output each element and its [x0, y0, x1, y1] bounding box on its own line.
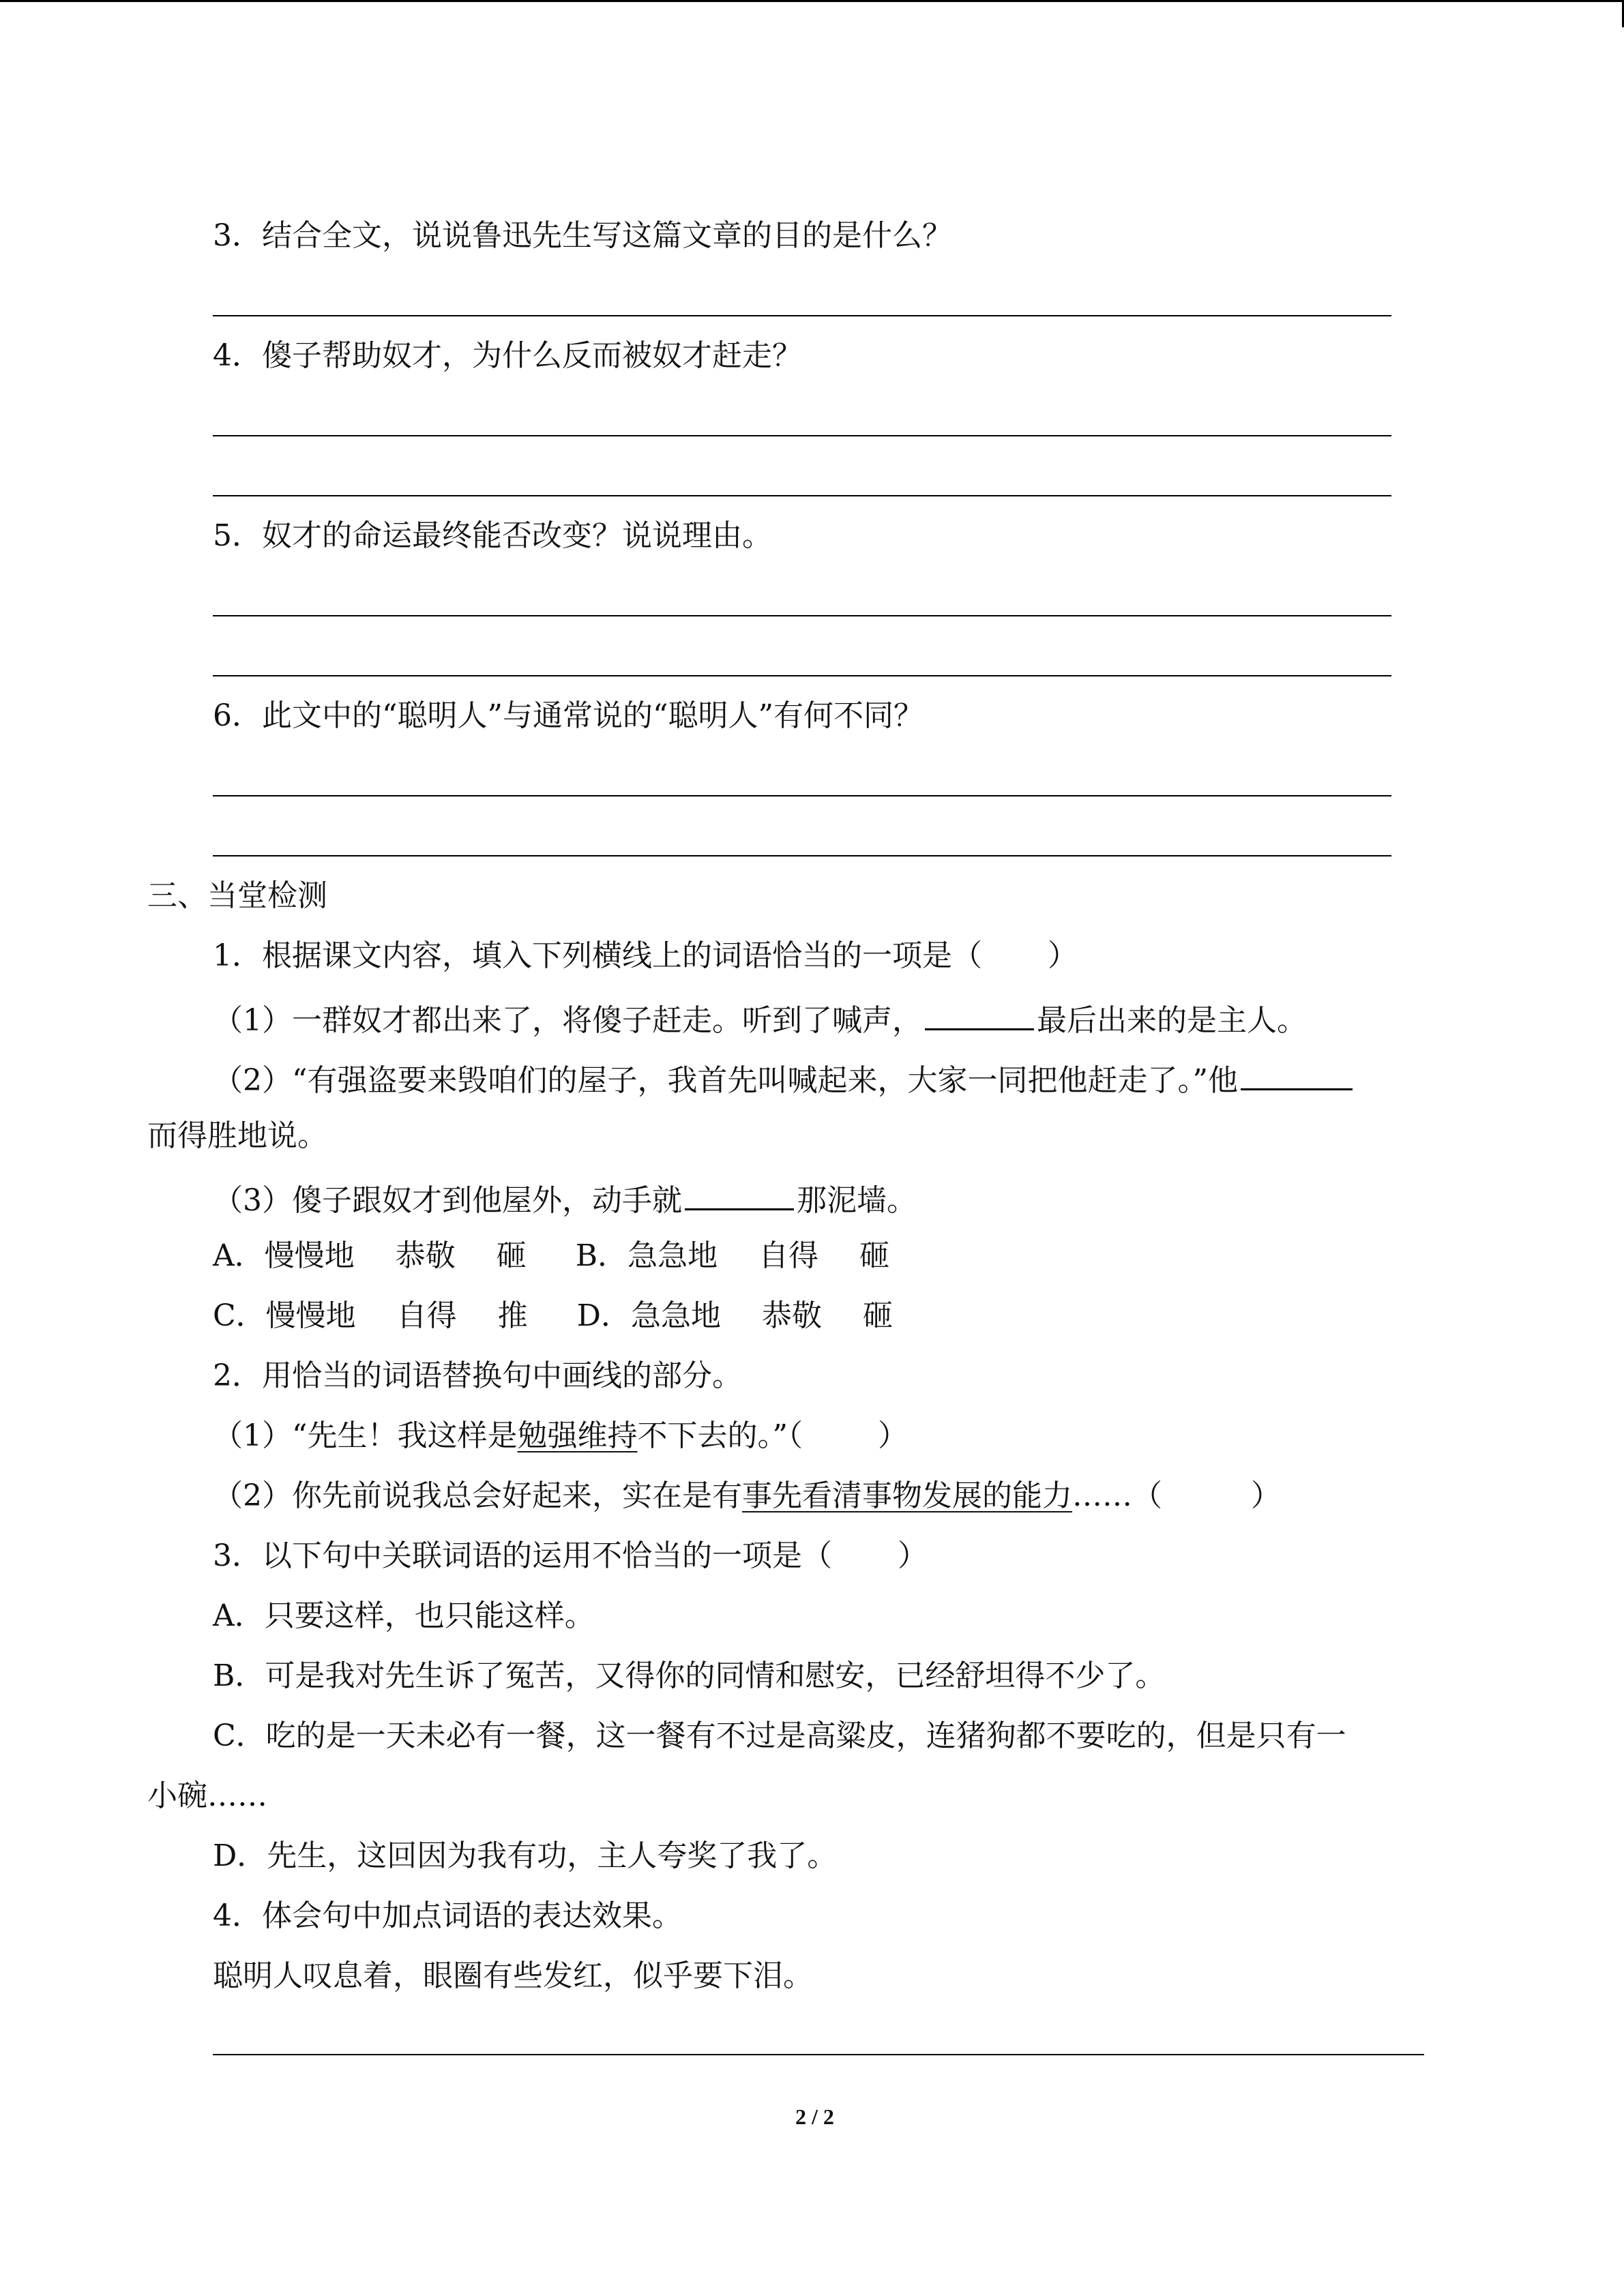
underlined-phrase: 勉强维持 — [517, 1418, 638, 1453]
answer-line[interactable] — [213, 495, 1391, 496]
option-d[interactable]: D．急急地 恭敬 砸 — [576, 1298, 893, 1333]
q1-sentence-2-cont: 而得胜地说。 — [147, 1118, 327, 1153]
answer-line[interactable] — [213, 795, 1391, 796]
q3-option-c-cont: 小碗…… — [147, 1778, 267, 1813]
top-border — [0, 0, 1624, 2]
fill-blank-3[interactable] — [685, 1181, 794, 1210]
fill-blank-2[interactable] — [1241, 1061, 1353, 1090]
q4-sentence: 聪明人叹息着，眼圈有些发红，似乎要下泪。 — [213, 1958, 813, 1993]
q3-stem: 3．以下句中关联词语的运用不恰当的一项是（ ） — [213, 1538, 928, 1573]
q3-option-b[interactable]: B．可是我对先生诉了冤苦，又得你的同情和慰安，已经舒坦得不少了。 — [213, 1658, 1166, 1693]
q1-stem: 1．根据课文内容，填入下列横线上的词语恰当的一项是（ ） — [213, 938, 1078, 973]
answer-line[interactable] — [213, 615, 1391, 616]
q1-options-ab — [213, 1238, 890, 1273]
page-number: 2 / 2 — [795, 2104, 834, 2129]
q2-sentence-2: （2）你先前说我总会好起来，实在是有事先看清事物发展的能力……（ ） — [213, 1478, 1281, 1513]
section-heading: 三、当堂检测 — [147, 878, 327, 913]
answer-line[interactable] — [213, 315, 1391, 316]
option-b[interactable]: B．急急地 自得 砸 — [575, 1238, 890, 1273]
q2-sentence-1: （1）“先生！我这样是勉强维持不下去的。”（ ） — [213, 1418, 908, 1453]
fill-blank-1[interactable] — [925, 1001, 1034, 1030]
answer-line[interactable] — [213, 855, 1391, 856]
q2-stem: 2．用恰当的词语替换句中画线的部分。 — [213, 1358, 742, 1393]
option-a[interactable]: A．慢慢地 恭敬 砸 — [213, 1238, 527, 1273]
q3-option-a[interactable]: A．只要这样，也只能这样。 — [213, 1598, 595, 1633]
q1-sentence-3: （3）傻子跟奴才到他屋外，动手就 那泥墙。 — [213, 1181, 917, 1216]
q1-sentence-1: （1）一群奴才都出来了，将傻子赶走。听到了喊声， 最后出来的是主人。 — [213, 1001, 1307, 1036]
q1-options-cd — [213, 1298, 893, 1333]
question-6: 6．此文中的“聪明人”与通常说的“聪明人”有何不同？ — [213, 698, 924, 733]
q3-option-c[interactable]: C．吃的是一天未必有一餐，这一餐有不过是高粱皮，连猪狗都不要吃的，但是只有一 — [213, 1718, 1346, 1753]
question-3: 3．结合全文，说说鲁迅先生写这篇文章的目的是什么？ — [213, 218, 952, 253]
question-5: 5．奴才的命运最终能否改变？说说理由。 — [213, 518, 772, 553]
q4-stem: 4．体会句中加点词语的表达效果。 — [213, 1898, 682, 1933]
answer-line[interactable] — [213, 2054, 1424, 2055]
answer-line[interactable] — [213, 675, 1391, 676]
option-c[interactable]: C．慢慢地 自得 推 — [213, 1298, 528, 1333]
q3-option-d[interactable]: D．先生，这回因为我有功，主人夸奖了我了。 — [213, 1838, 838, 1873]
q1-sentence-2: （2）“有强盗要来毁咱们的屋子，我首先叫喊起来，大家一同把他赶走了。”他 — [213, 1061, 1355, 1096]
answer-line[interactable] — [213, 435, 1391, 436]
question-4: 4．傻子帮助奴才，为什么反而被奴才赶走？ — [213, 338, 802, 373]
underlined-phrase: 事先看清事物发展的能力 — [742, 1478, 1072, 1513]
